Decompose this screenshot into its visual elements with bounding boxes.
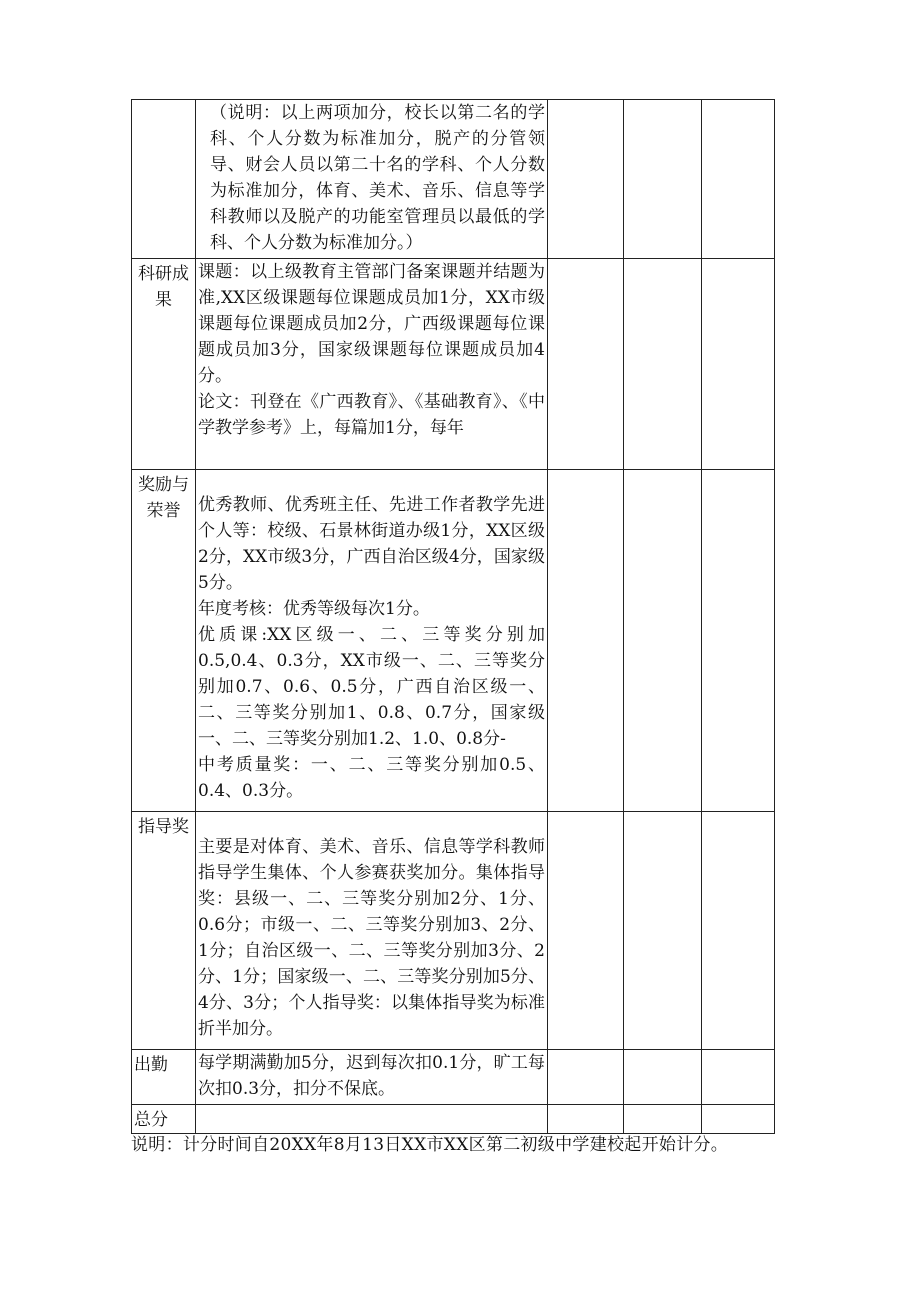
score-cell [548,812,624,1050]
score-cell [624,259,702,470]
score-table [131,99,775,1134]
score-cell [548,1105,624,1134]
category-cell: 科研成果 [132,259,196,470]
description-cell [196,812,548,1050]
score-cell [548,1050,624,1105]
quality-lesson-text: 优质课:XX区级一、二、三等奖分别加0.5,0.4、0.3分，XX市级一、二、三等奖分别加0.7、0.6、0.5分，广西自治区级一、二、三等奖分别加1、0.8、0.7分，国家级一、二、三等奖分别加1.2、1.0、0.8分- [198,625,545,749]
score-cell [702,470,775,812]
description-cell [196,1050,548,1105]
score-cell [702,100,775,259]
category-cell: 总分 [132,1105,196,1134]
category-cell: 奖励与荣誉 [132,470,196,812]
score-cell [624,100,702,259]
research-project-text: 课题：以上级教育主管部门备案课题并结题为准,XX区级课题每位课题成员加1分，XX市级课题每位课题成员加2分，广西级课题每位课题成员加3分，国家级课题每位课题成员加4分。 [198,262,545,386]
description-cell [196,259,548,470]
score-cell [702,1105,775,1134]
score-cell [624,1050,702,1105]
guidance-award-text: 主要是对体育、美术、音乐、信息等学科教师指导学生集体、个人参赛获奖加分。集体指导奖：县级一、二、三等奖分别加2分、1分、0.6分；市级一、二、三等奖分别加3、2分、1分；自治区级一、二、三等奖分别加3分、2分、1分；国家级一、二、三等奖分别加5分、4分、3分；个人指导奖：以集体指导奖为标准折半加分。 [198,837,545,1039]
description-cell [196,1105,548,1134]
score-cell [702,259,775,470]
description-cell [196,100,548,259]
annual-review-text: 年度考核：优秀等级每次1分。 [198,599,430,619]
category-cell: 指导奖 [132,812,196,1050]
table-row [132,1105,775,1134]
category-cell: 出勤 [132,1050,196,1105]
table-row [132,1050,775,1105]
exam-quality-text: 中考质量奖：一、二、三等奖分别加0.5、0.4、0.3分。 [198,755,545,801]
score-cell [548,470,624,812]
score-cell [548,259,624,470]
spacer [198,470,545,492]
score-cell [624,470,702,812]
footnote: 说明：计分时间自20XX年8月13日XX市XX区第二初级中学建校起开始计分。 [131,1135,729,1155]
table-row [132,470,775,812]
table-row [132,812,775,1050]
score-cell [548,100,624,259]
score-cell [702,1050,775,1105]
description-cell [196,470,548,812]
remark-text: （说明：以上两项加分，校长以第二名的学科、个人分数为标准加分，脱产的分管领导、财会人员以第二十名的学科、个人分数为标准加分，体育、美术、音乐、信息等学科教师以及脱产的功能室管理员以最低的学科、个人分数为标准加分。） [210,103,545,253]
spacer [198,812,545,834]
attendance-text: 每学期满勤加5分，迟到每次扣0.1分，旷工每次扣0.3分，扣分不保底。 [198,1053,545,1099]
table-row [132,259,775,470]
score-cell [624,1105,702,1134]
score-cell [624,812,702,1050]
honor-title-text: 优秀教师、优秀班主任、先进工作者教学先进个人等：校级、石景林街道办级1分，XX区级2分，XX市级3分，广西自治区级4分，国家级5分。 [198,495,545,593]
research-paper-text: 论文：刊登在《广西教育》、《基础教育》、《中学教学参考》上，每篇加1分，每年 [198,392,545,438]
category-cell [132,100,196,259]
score-cell [702,812,775,1050]
table-row [132,100,775,259]
